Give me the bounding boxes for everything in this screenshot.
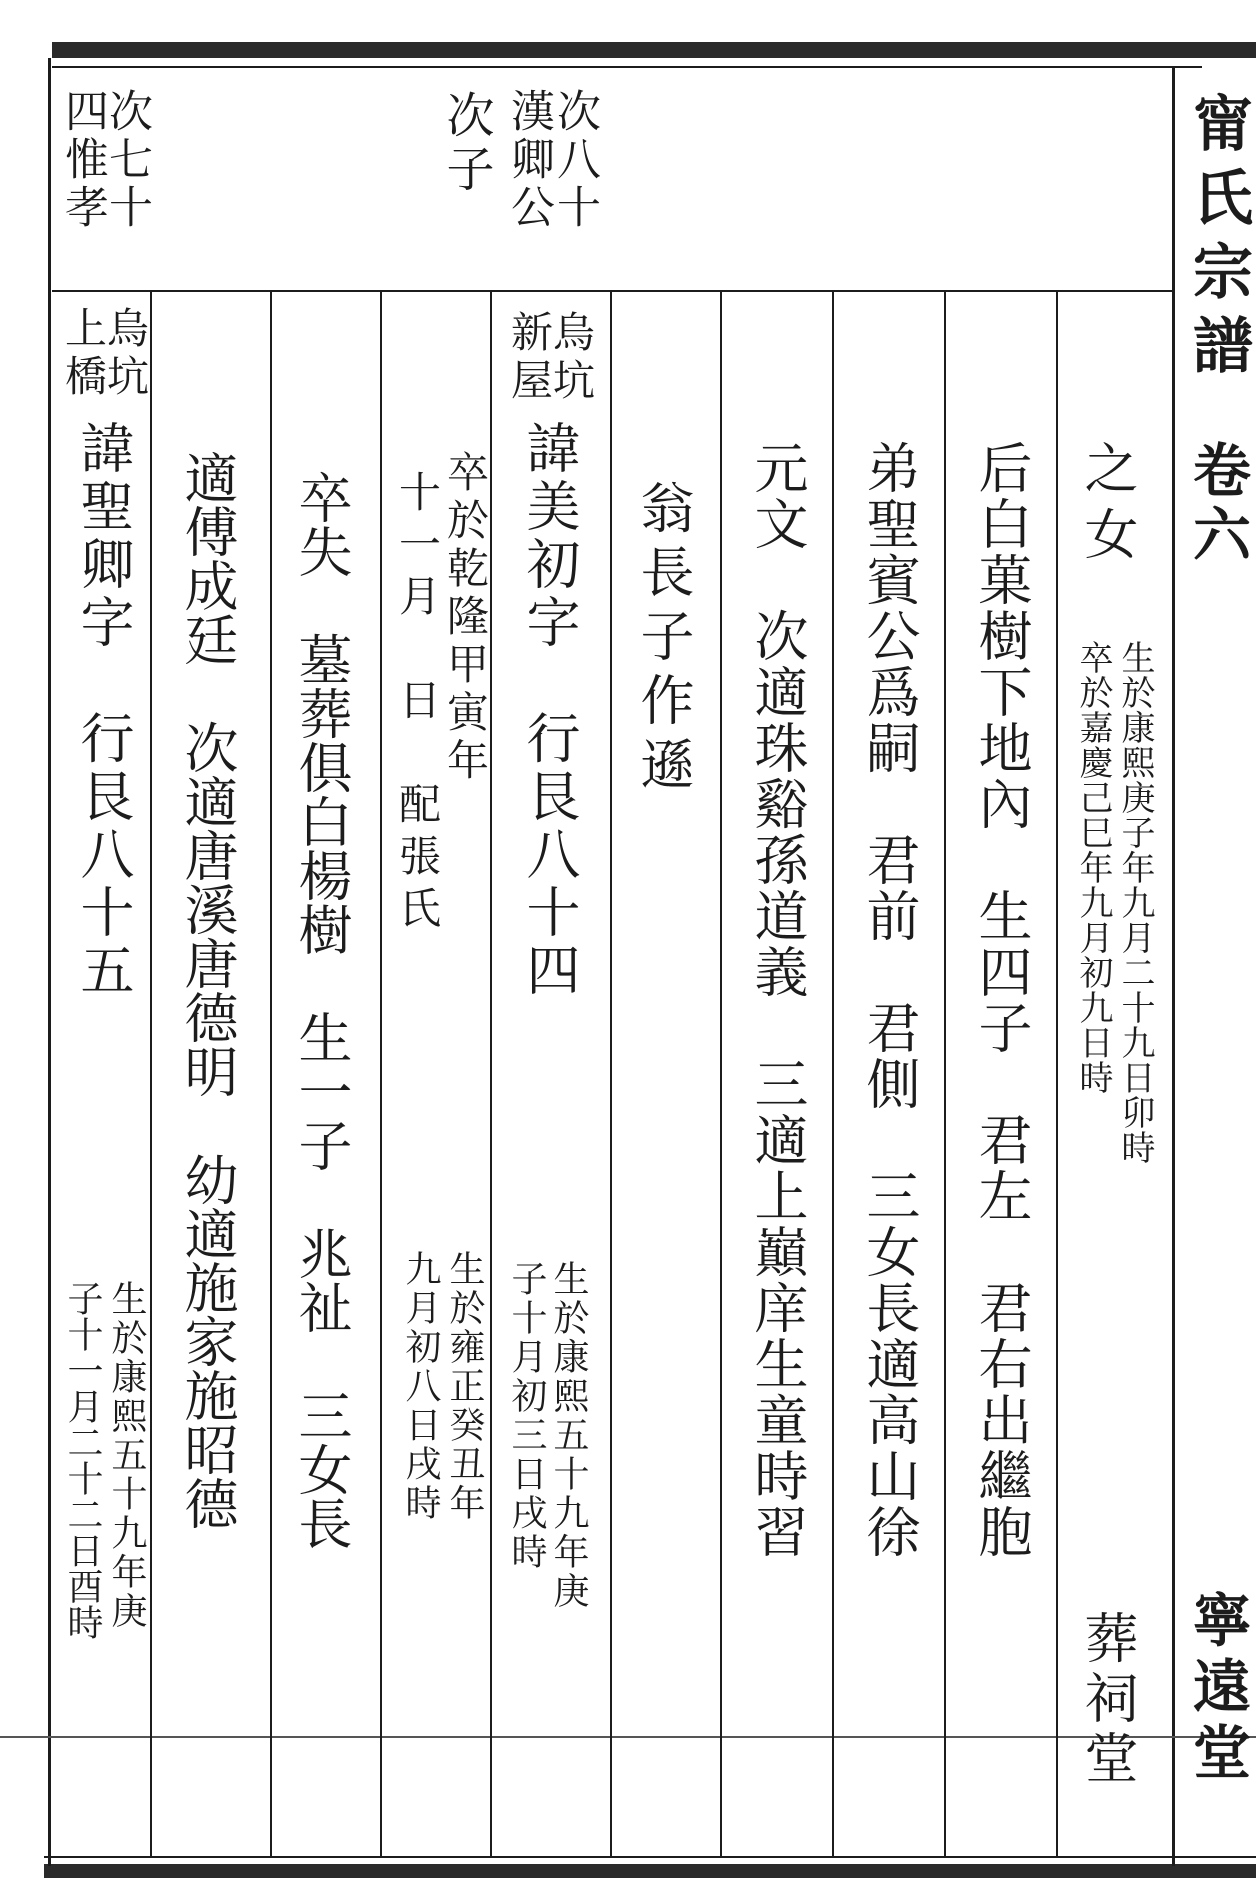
column-divider xyxy=(490,292,492,1858)
bottom-border xyxy=(44,1864,1256,1878)
birth-note: 生於康熙五十九年庚 xyxy=(106,1280,147,1631)
place-name: 新屋 xyxy=(505,310,554,406)
generation-number: 次七十 xyxy=(101,88,152,232)
birth-note: 生於雍正癸丑年 xyxy=(444,1250,485,1523)
hall-name: 寧遠堂 xyxy=(1183,1590,1251,1788)
place-name: 上橋 xyxy=(59,306,108,402)
birth-note: 九月初八日戌時 xyxy=(400,1250,441,1523)
entry-text: 之女 xyxy=(1076,440,1139,572)
entry-text: 適傅成廷 次適唐溪唐德明 幼適施家施昭德 xyxy=(176,450,239,1530)
spouse-note: 十一月 日 配張氏 xyxy=(393,470,442,938)
section-label: 次子 xyxy=(438,90,494,198)
margin-column-border xyxy=(1172,66,1175,1866)
birth-note: 生於康熙庚子年九月二十九日卯時 xyxy=(1115,640,1155,1165)
generation-row-divider xyxy=(52,290,1172,292)
entry-text: 諱聖卿字 行艮八十五 xyxy=(72,420,135,1000)
birth-note: 生於康熙五十九年庚 xyxy=(548,1260,589,1611)
death-note: 卒於乾隆甲寅年 xyxy=(441,450,490,786)
volume-label: 卷六 xyxy=(1183,440,1251,568)
generation-number: 次八十 xyxy=(549,88,600,232)
scan-artifact-line xyxy=(0,1736,1256,1738)
entry-text: 弟聖賓公爲嗣 君前 君側 三女長適高山徐 xyxy=(858,440,921,1560)
generation-title: 四惟孝 xyxy=(57,88,108,232)
generation-title: 漢卿公 xyxy=(503,88,554,232)
place-name: 烏坑 xyxy=(101,306,150,402)
entry-text: 諱美初字 行艮八十四 xyxy=(518,420,581,1000)
book-title: 甯氏宗譜 xyxy=(1183,92,1253,388)
column-divider xyxy=(380,292,382,1858)
column-divider xyxy=(1056,292,1058,1858)
entry-text: 卒失 墓葬俱白楊樹 生一子 兆祉 三女長 xyxy=(290,470,353,1550)
top-border xyxy=(52,42,1256,58)
death-note: 卒於嘉慶己巳年九月初九日時 xyxy=(1073,640,1113,1095)
birth-note: 子十月初三日戌時 xyxy=(506,1260,547,1572)
entry-text: 元文 次適珠谿孫道義 三適上巔庠生童時習 xyxy=(746,440,809,1560)
column-divider xyxy=(270,292,272,1858)
entry-text: 后白菓樹下地內 生四子 君左 君右出繼胞 xyxy=(970,440,1033,1560)
entry-text: 翁長子作遜 xyxy=(632,480,695,800)
top-border-inner xyxy=(52,66,1202,68)
birth-note: 子十一月二十二日酉時 xyxy=(62,1280,103,1640)
column-divider xyxy=(832,292,834,1858)
column-divider xyxy=(150,292,152,1858)
place-name: 烏坑 xyxy=(547,310,596,406)
burial-note: 葬祠堂 xyxy=(1076,1610,1139,1790)
column-divider xyxy=(944,292,946,1858)
left-border xyxy=(48,58,51,1866)
column-divider xyxy=(610,292,612,1858)
column-divider xyxy=(720,292,722,1858)
bottom-border-inner xyxy=(44,1856,1256,1858)
